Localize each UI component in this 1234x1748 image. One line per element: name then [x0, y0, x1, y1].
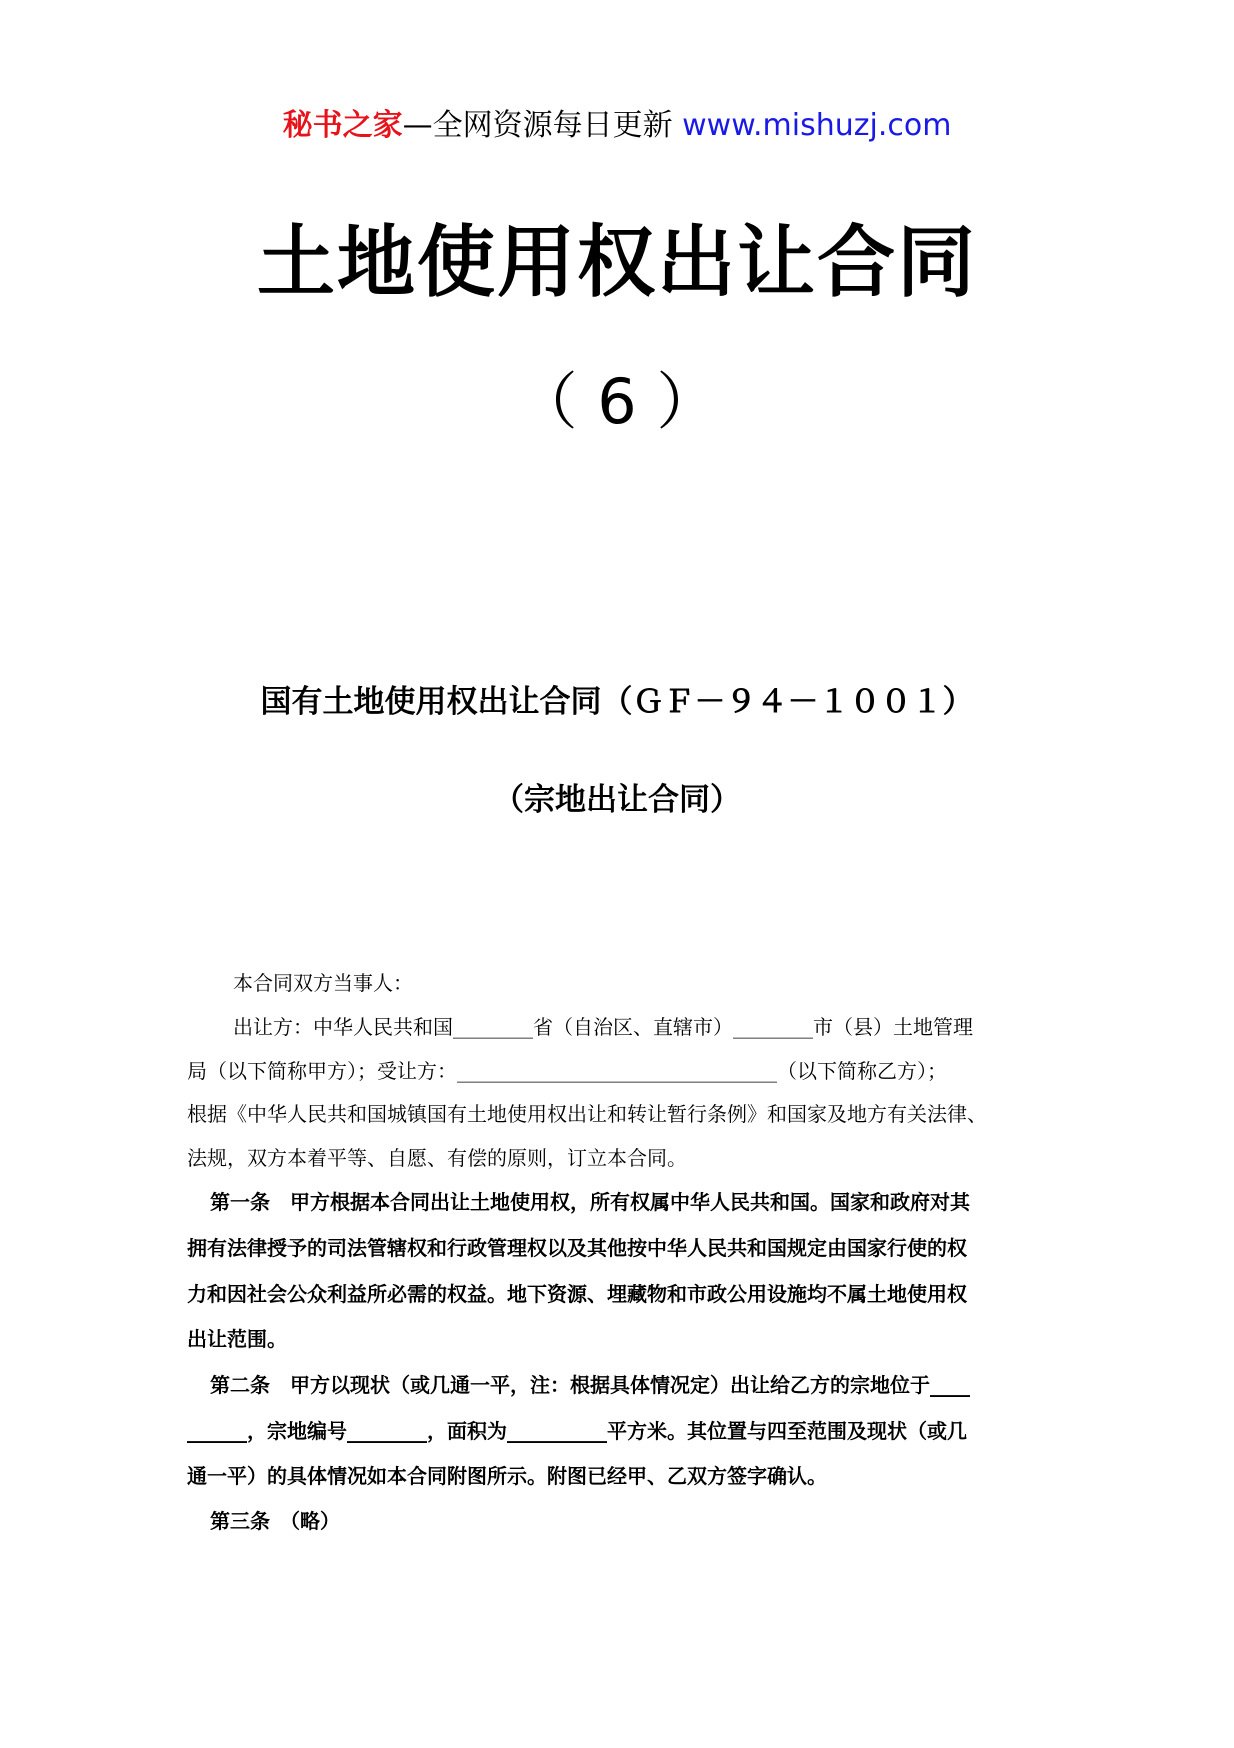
article-2-line-2: ______，宗地编号________，面积为__________平方米。其位置与四至范围及现状（或几 [187, 1419, 967, 1443]
article-1-line-4: 出让范围。 [187, 1327, 287, 1351]
document-title: 土地使用权出让合同 [256, 218, 977, 308]
article-3-line-1: 第三条 （略） [210, 1509, 340, 1533]
principle-line: 法规，双方本着平等、自愿、有偿的原则，订立本合同。 [187, 1146, 687, 1170]
document-number: （ 6 ） [515, 365, 719, 438]
article-1-line-2: 拥有法律授予的司法管辖权和行政管理权以及其他按中华人民共和国规定由国家行使的权 [187, 1236, 967, 1260]
transferee-line: 局（以下简称甲方）；受让方：________________________________（以下简称乙方）； [187, 1059, 947, 1083]
contract-subtitle: 国有土地使用权出让合同（ＧＦ－９４－１００１） [260, 684, 974, 720]
article-1-line-3: 力和因社会公众利益所必需的权益。地下资源、埋藏物和市政公用设施均不属土地使用权 [187, 1282, 967, 1306]
header-slogan: —全网资源每日更新 [402, 108, 673, 143]
parties-intro: 本合同双方当事人： [233, 971, 413, 995]
article-1-line-1: 第一条 甲方根据本合同出让土地使用权，所有权属中华人民共和国。国家和政府对其 [210, 1190, 970, 1214]
article-2-line-1: 第二条 甲方以现状（或几通一平，注：根据具体情况定）出让给乙方的宗地位于____ [210, 1373, 970, 1397]
brand-name: 秘书之家 [282, 108, 403, 143]
site-url-link[interactable]: www.mishuzj.com [682, 108, 952, 143]
contract-type: （宗地出让合同） [493, 782, 741, 818]
article-2-line-3: 通一平）的具体情况如本合同附图所示。附图已经甲、乙双方签字确认。 [187, 1464, 827, 1488]
site-header [0, 100, 1234, 144]
transferor-line: 出让方：中华人民共和国________省（自治区、直辖市）________市（县）土地管理 [233, 1015, 973, 1039]
basis-line: 根据《中华人民共和国城镇国有土地使用权出让和转让暂行条例》和国家及地方有关法律、 [187, 1102, 987, 1126]
